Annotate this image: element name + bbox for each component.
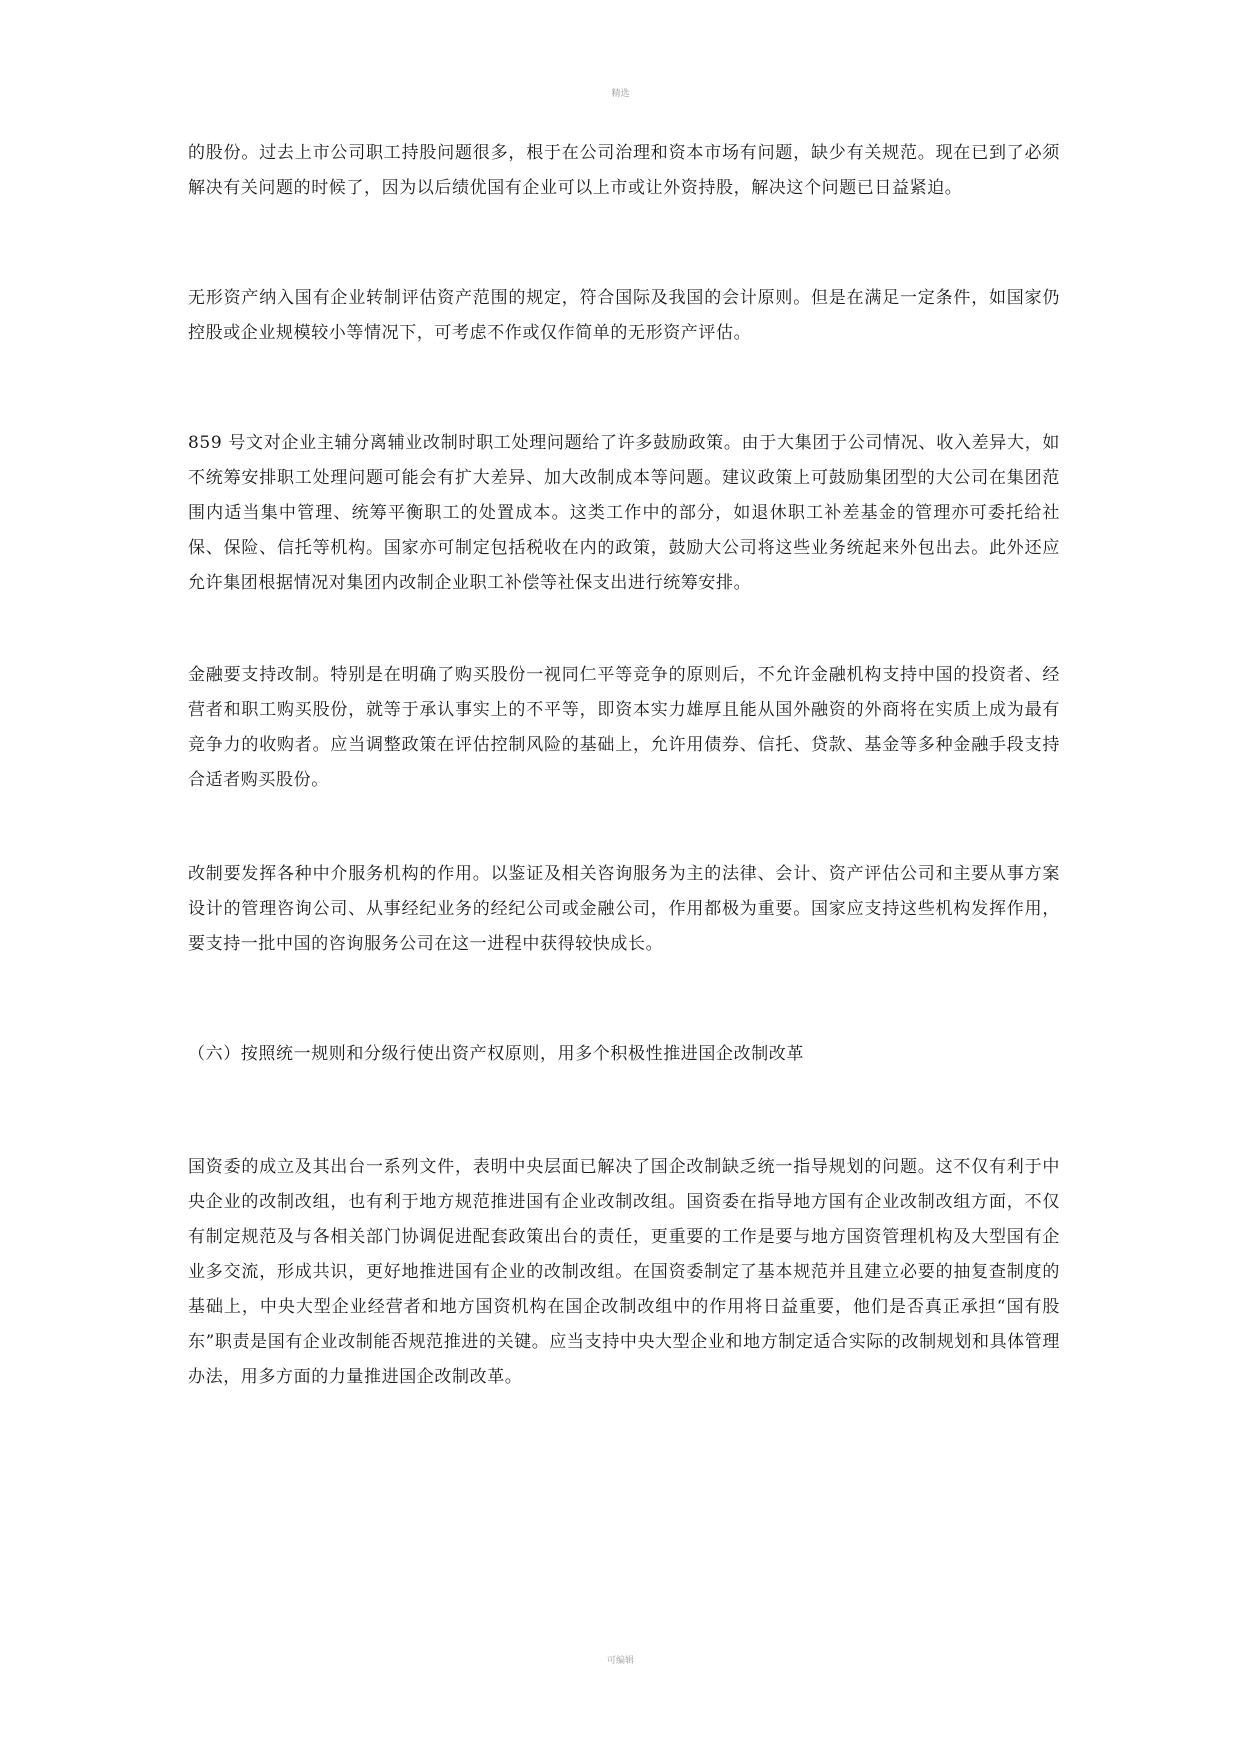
paragraph-finance-support: 金融要支持改制。特别是在明确了购买股份一视同仁平等竞争的原则后，不允许金融机构支持中国的投资者、经营者和职工购买股份，就等于承认事实上的不平等，即资本实力雄厚且能从国外融资的外商将在实质上成为最有竞争力的收购者。应当调整政策在评估控制风险的基础上，允许用债券、信托、贷款、基金等多种金融手段支持合适者购买股份。 [188,665,1060,790]
section-heading: （六）按照统一规则和分级行使出资产权原则，用多个积极性推进国企改制改革 [188,1044,804,1064]
paragraph-intangible-assets: 无形资产纳入国有企业转制评估资产范围的规定，符合国际及我国的会计原则。但是在满足一定条件，如国家仍控股或企业规模较小等情况下，可考虑不作或仅作简单的无形资产评估。 [188,288,1060,343]
page-footer-mark: 可编辑 [606,1656,634,1666]
paragraph-intermediary-services: 改制要发挥各种中介服务机构的作用。以鉴证及相关咨询服务为主的法律、会计、资产评估公司和主要从事方案设计的管理咨询公司、从事经纪业务的经纪公司或金融公司，作用都极为重要。国家应支持这些机构发挥作用，要支持一批中国的咨询服务公司在这一进程中获得较快成长。 [188,864,1060,954]
paragraph-sasac: 国资委的成立及其出台一系列文件，表明中央层面已解决了国企改制缺乏统一指导规划的问题。这不仅有利于中央企业的改制改组，也有利于地方规范推进国有企业改制改组。国资委在指导地方国有企业改制改组方面，不仅有制定规范及与各相关部门协调促进配套政策出台的责任，更重要的工作是要与地方国资管理机构及大型国有企业多交流，形成共识，更好地推进国有企业的改制改组。在国资委制定了基本规范并且建立必要的抽复查制度的基础上，中央大型企业经营者和地方国资机构在国企改制改组中的作用将日益重要，他们是否真正承担“国有股东”职责是国有企业改制能否规范推进的关键。应当支持中央大型企业和地方制定适合实际的改制规划和具体管理办法，用多方面的力量推进国企改制改革。 [188,1157,1060,1387]
paragraph-document-859: 859 号文对企业主辅分离辅业改制时职工处理问题给了许多鼓励政策。由于大集团于公司情况、收入差异大，如不统筹安排职工处理问题可能会有扩大差异、加大改制成本等问题。建议政策上可鼓励集团型的大公司在集团范围内适当集中管理、统筹平衡职工的处置成本。这类工作中的部分，如退休职工补差基金的管理亦可委托给社保、保险、信托等机构。国家亦可制定包括税收在内的政策，鼓励大公司将这些业务统起来外包出去。此外还应允许集团根据情况对集团内改制企业职工补偿等社保支出进行统筹安排。 [188,433,1060,593]
paragraph-employee-shares: 的股份。过去上市公司职工持股问题很多，根于在公司治理和资本市场有问题，缺少有关规范。现在已到了必须解决有关问题的时候了，因为以后绩优国有企业可以上市或让外资持股，解决这个问题已日益紧迫。 [188,143,1060,198]
page-header-mark: 精选 [611,89,630,99]
